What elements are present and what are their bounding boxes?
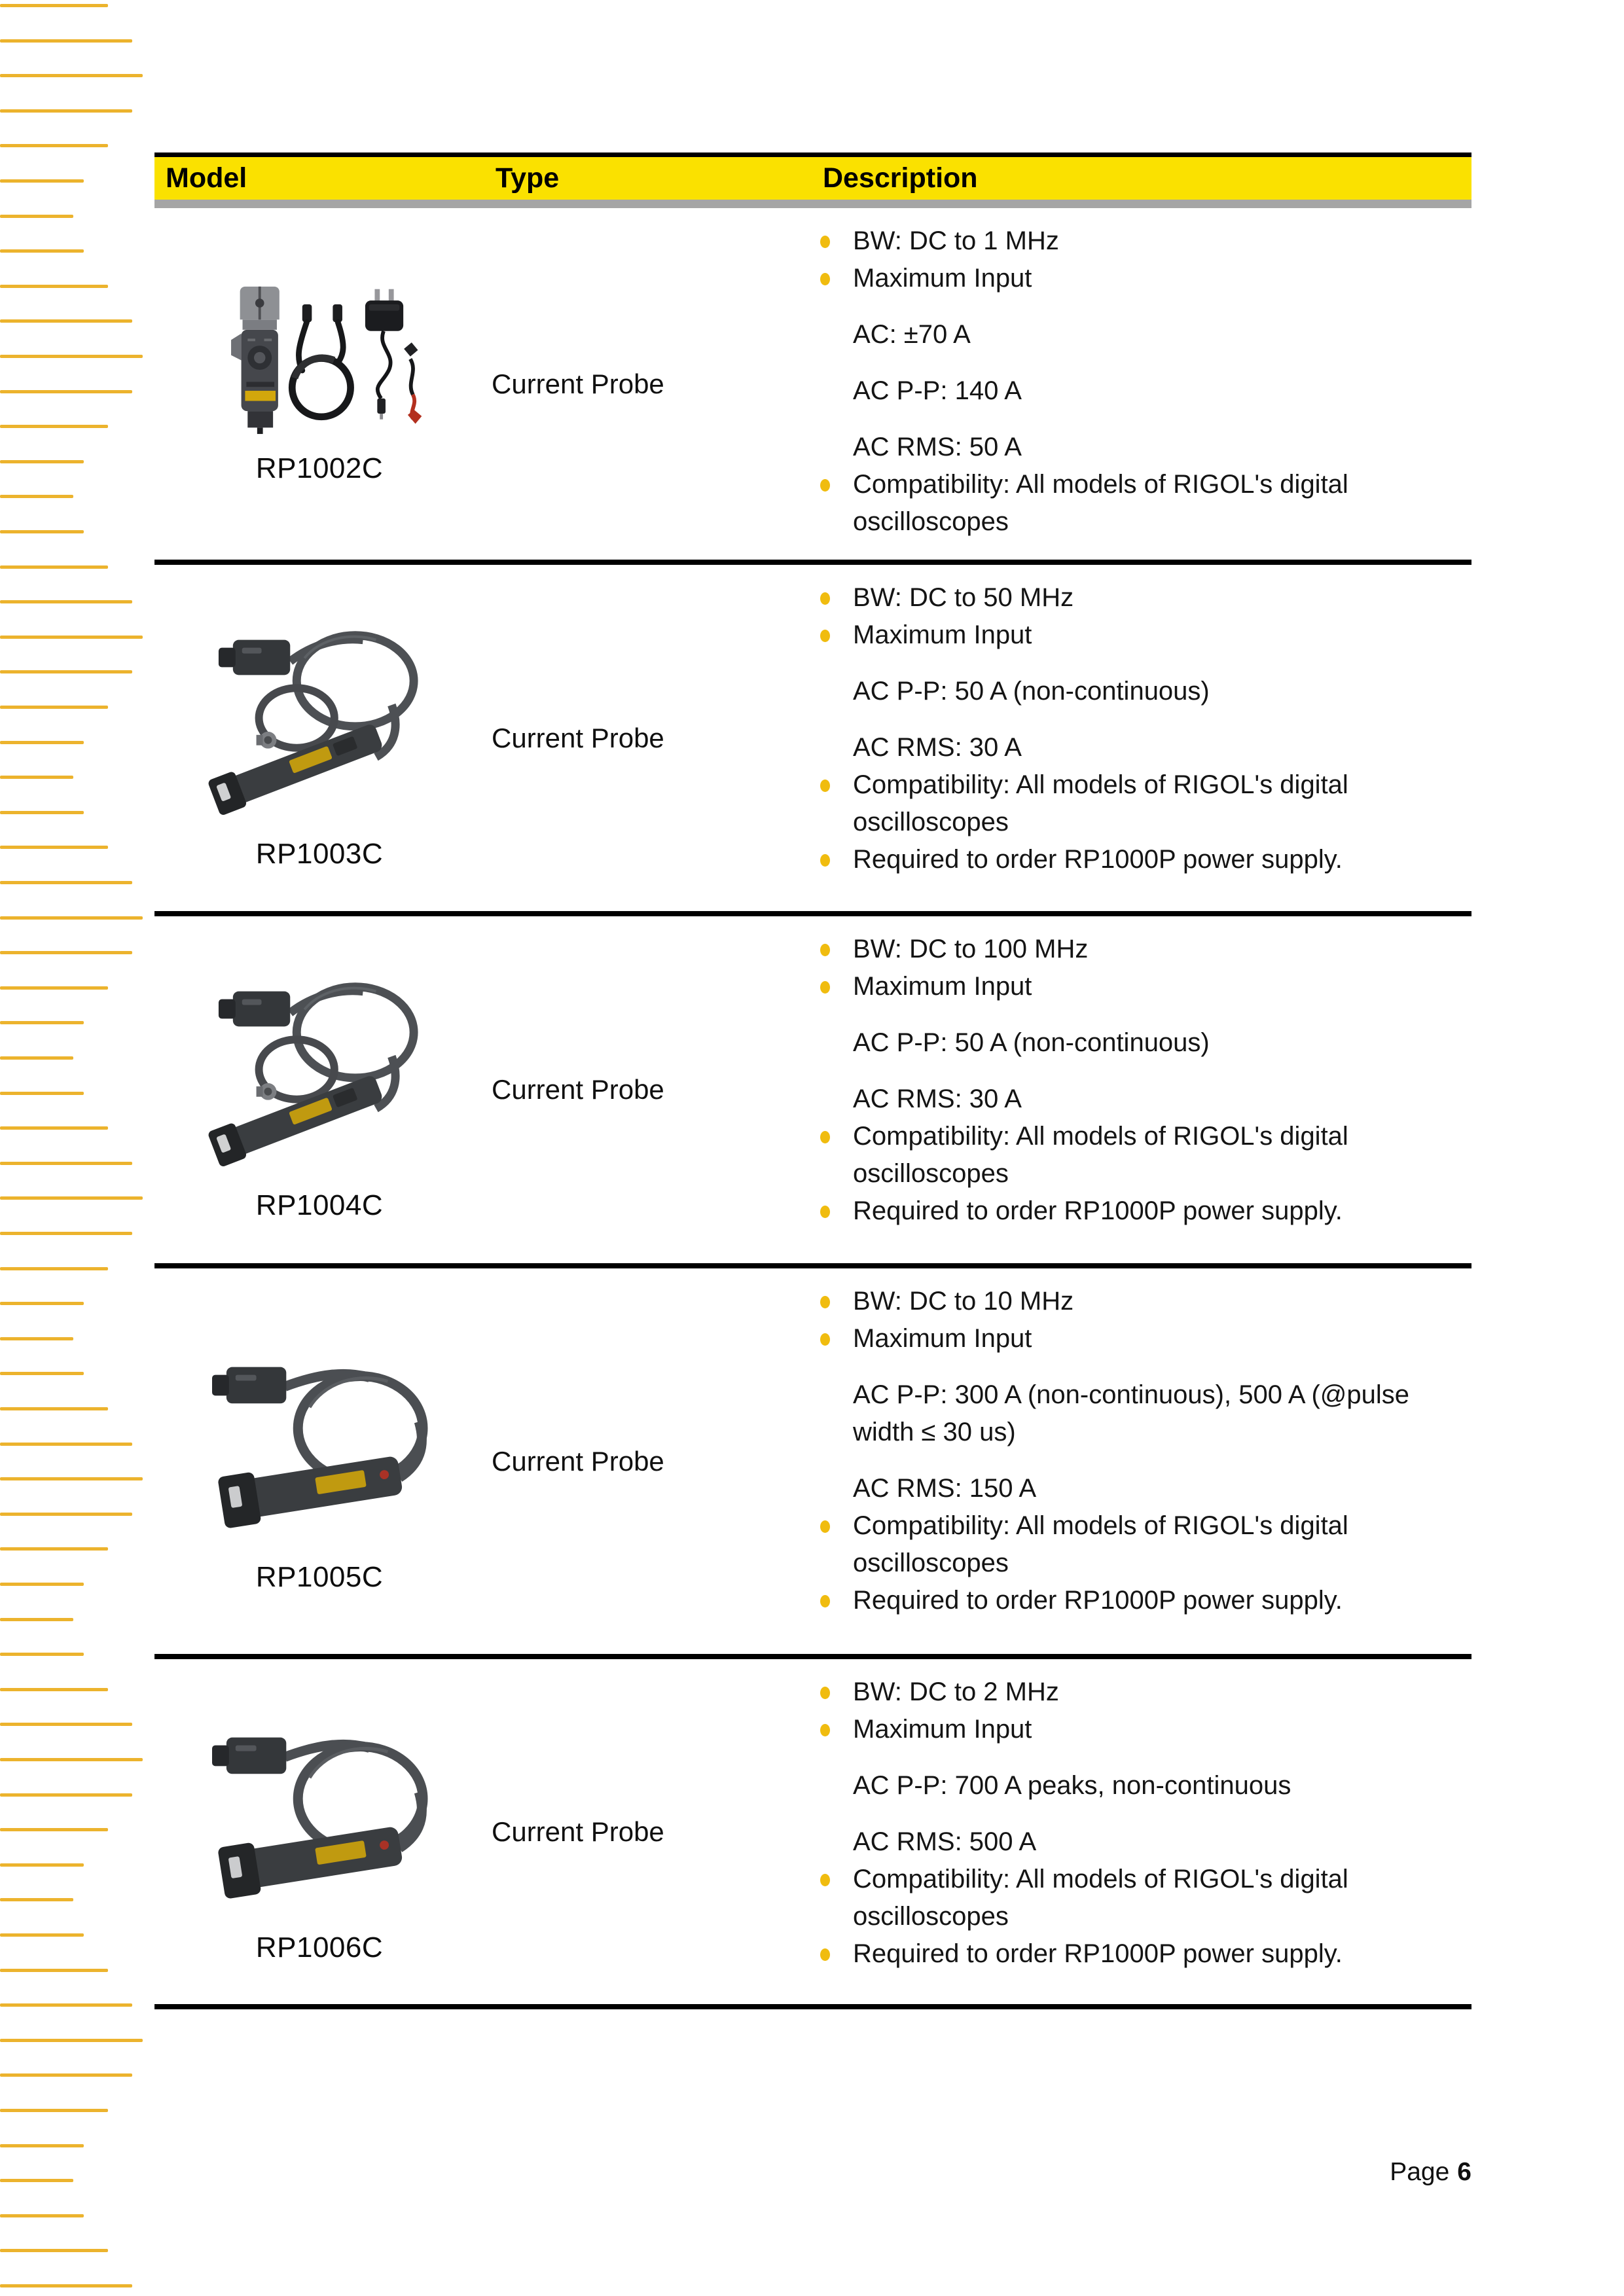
description-line [820,466,1431,541]
rp1003c-product-photo [192,606,446,821]
description-line [820,1118,1431,1193]
description-line [820,1024,1431,1062]
description-line [820,1935,1431,1973]
model-name: RP1002C [255,452,384,484]
description-cell [812,1659,1471,2004]
margin-stripe [0,355,143,358]
margin-stripe [0,1513,132,1516]
margin-stripe [0,495,73,498]
bullet-icon [820,766,853,792]
bullet-icon [820,1674,853,1699]
description-text: BW: DC to 50 MHz [853,583,1074,612]
margin-stripe [0,670,132,673]
product-image-wrap [192,1329,446,1544]
column-header-type: Type [496,162,560,194]
margin-stripe [0,1477,143,1480]
margin-stripe [0,1372,84,1375]
margin-stripe [0,1232,132,1235]
margin-stripe [0,460,84,463]
model-name: RP1005C [255,1560,384,1593]
bullet-icon [820,1582,853,1607]
product-image-wrap [192,958,446,1172]
margin-stripe [0,2249,108,2252]
margin-stripe [0,951,132,954]
bullet-icon [820,968,853,994]
description-text: BW: DC to 2 MHz [853,1677,1059,1706]
description-line [820,1767,1431,1804]
description-text: Compatibility: All models of RIGOL's digital oscilloscopes [853,770,1348,836]
description-line [820,673,1431,710]
description-text: Maximum Input [853,1324,1032,1353]
margin-stripe [0,2144,84,2147]
margin-stripe [0,1653,84,1656]
description-text: AC P-P: 50 A (non-continuous) [853,1028,1210,1057]
description-text: AC P-P: 50 A (non-continuous) [853,677,1210,706]
description-cell [812,565,1471,911]
description-cell [812,208,1471,560]
description-line [820,931,1431,968]
model-cell [154,208,484,560]
description-text: BW: DC to 100 MHz [853,935,1089,963]
margin-stripe [0,1933,84,1937]
margin-stripe [0,1547,108,1551]
rp1004c-product-photo [192,958,446,1172]
margin-stripe [0,1021,84,1024]
bullet-icon [820,1283,853,1308]
bullet-icon [820,1935,853,1961]
bullet-icon [820,617,853,642]
margin-stripe [0,1583,84,1586]
table-row [154,208,1471,565]
description-line [820,968,1431,1005]
description-line [820,1283,1431,1320]
table-body [154,208,1471,2009]
rp1006c-product-photo [192,1700,446,1914]
margin-stripe [0,425,108,428]
left-margin-stripes [0,0,157,2296]
margin-stripe [0,2179,73,2182]
model-name: RP1006C [255,1931,384,1964]
bullet-icon [820,1320,853,1346]
margin-stripe [0,1618,73,1621]
type-cell [484,565,812,911]
bullet-icon [820,1861,853,1886]
margin-stripe [0,986,108,990]
description-line [820,1081,1431,1118]
column-header-description: Description [823,162,978,194]
margin-stripe [0,1969,108,1972]
margin-stripe [0,600,132,603]
type-cell [484,1659,812,2004]
margin-stripe [0,1863,84,1867]
margin-stripe [0,285,108,288]
description-text: Compatibility: All models of RIGOL's digital oscilloscopes [853,1122,1348,1188]
bullet-icon [820,260,853,285]
product-image-wrap [192,606,446,821]
description-line [820,1674,1431,1711]
description-line [820,841,1431,878]
description-text: Maximum Input [853,1715,1032,1744]
description-line [820,1376,1431,1451]
description-line [820,1193,1431,1230]
margin-stripe [0,2214,84,2217]
description-text: AC RMS: 500 A [853,1827,1037,1856]
description-text: Compatibility: All models of RIGOL's digital oscilloscopes [853,1865,1348,1931]
margin-stripe [0,215,73,218]
description-text: BW: DC to 10 MHz [853,1287,1074,1316]
margin-stripe [0,565,108,569]
margin-stripe [0,636,143,639]
description-text: Compatibility: All models of RIGOL's digital oscilloscopes [853,1511,1348,1577]
margin-stripe [0,1758,143,1761]
margin-stripe [0,249,84,253]
margin-stripe [0,2039,143,2042]
description-line [820,1582,1431,1619]
margin-stripe [0,846,108,849]
description-text: Maximum Input [853,620,1032,649]
margin-stripe [0,741,84,744]
description-text: Required to order RP1000P power supply. [853,1586,1343,1615]
margin-stripe [0,776,73,779]
bullet-icon [820,1193,853,1218]
column-header-model: Model [166,162,247,194]
description-line [820,260,1431,297]
margin-stripe [0,2003,132,2007]
description-text: AC RMS: 150 A [853,1474,1037,1503]
margin-stripe [0,144,108,147]
type-label: Current Probe [492,1074,664,1105]
product-table [154,152,1471,2009]
description-line [820,1320,1431,1357]
margin-stripe [0,2109,108,2112]
margin-stripe [0,1302,84,1305]
description-text: AC RMS: 30 A [853,1085,1022,1113]
type-label: Current Probe [492,1816,664,1847]
type-cell [484,916,812,1263]
page-label: Page [1390,2158,1450,2186]
margin-stripe [0,1267,108,1270]
rp1005c-product-photo [192,1329,446,1544]
bullet-icon [820,466,853,492]
margin-stripe [0,1443,132,1446]
margin-stripe [0,109,132,113]
description-line [820,1470,1431,1507]
margin-stripe [0,390,132,393]
rp1002c-product-photo [208,283,431,435]
description-text: AC P-P: 300 A (non-continuous), 500 A (@pulse width ≤ 30 us) [853,1380,1409,1446]
table-row [154,916,1471,1268]
bullet-icon [820,841,853,867]
type-label: Current Probe [492,722,664,753]
product-image-wrap [208,283,431,435]
table-row [154,1268,1471,1659]
description-text: Maximum Input [853,972,1032,1001]
type-cell [484,1268,812,1654]
bullet-icon [820,579,853,605]
type-label: Current Probe [492,1445,664,1477]
margin-stripe [0,1092,84,1095]
description-line [820,1861,1431,1935]
margin-stripe [0,1126,108,1130]
bullet-icon [820,1507,853,1533]
description-line [820,316,1431,353]
model-cell [154,1659,484,2004]
description-cell [812,1268,1471,1654]
margin-stripe [0,1828,108,1831]
description-text: Required to order RP1000P power supply. [853,1939,1343,1968]
description-text: Maximum Input [853,264,1032,293]
description-text: AC P-P: 140 A [853,376,1022,405]
type-label: Current Probe [492,368,664,399]
description-line [820,372,1431,410]
description-text: AC RMS: 50 A [853,433,1022,461]
table-row [154,565,1471,916]
margin-stripe [0,1056,73,1060]
table-header-row [154,152,1471,200]
description-text: Compatibility: All models of RIGOL's digital oscilloscopes [853,470,1348,536]
page-footer [1390,2158,1471,2187]
margin-stripe [0,1407,108,1410]
description-text: AC P-P: 700 A peaks, non-continuous [853,1771,1291,1800]
description-text: AC RMS: 30 A [853,733,1022,762]
description-line [820,429,1431,466]
description-cell [812,916,1471,1263]
margin-stripe [0,1337,73,1340]
model-cell [154,916,484,1263]
description-text: Required to order RP1000P power supply. [853,845,1343,874]
margin-stripe [0,179,84,183]
description-line [820,729,1431,766]
margin-stripe [0,1723,132,1726]
margin-stripe [0,706,108,709]
margin-stripe [0,1162,132,1165]
margin-stripe [0,1793,132,1797]
margin-stripe [0,2284,132,2287]
description-text: BW: DC to 1 MHz [853,226,1059,255]
bullet-icon [820,931,853,956]
margin-stripe [0,881,132,884]
bullet-icon [820,223,853,248]
product-image-wrap [192,1700,446,1914]
page-number: 6 [1457,2158,1471,2186]
margin-stripe [0,319,132,323]
margin-stripe [0,1898,73,1901]
description-line [820,579,1431,617]
margin-stripe [0,1196,143,1200]
table-row [154,1659,1471,2009]
description-line [820,766,1431,841]
model-cell [154,1268,484,1654]
description-line [820,1711,1431,1748]
margin-stripe [0,916,143,920]
margin-stripe [0,530,84,533]
bullet-icon [820,1118,853,1143]
description-line [820,1823,1431,1861]
model-name: RP1003C [255,837,384,870]
description-line [820,223,1431,260]
margin-stripe [0,811,84,814]
description-line [820,617,1431,654]
margin-stripe [0,4,108,7]
margin-stripe [0,39,132,43]
margin-stripe [0,1688,108,1691]
description-text: AC: ±70 A [853,320,971,349]
description-text: Required to order RP1000P power supply. [853,1196,1343,1225]
margin-stripe [0,2073,132,2077]
bullet-icon [820,1711,853,1736]
type-cell [484,208,812,560]
model-name: RP1004C [255,1189,384,1221]
margin-stripe [0,74,143,77]
description-line [820,1507,1431,1582]
model-cell [154,565,484,911]
